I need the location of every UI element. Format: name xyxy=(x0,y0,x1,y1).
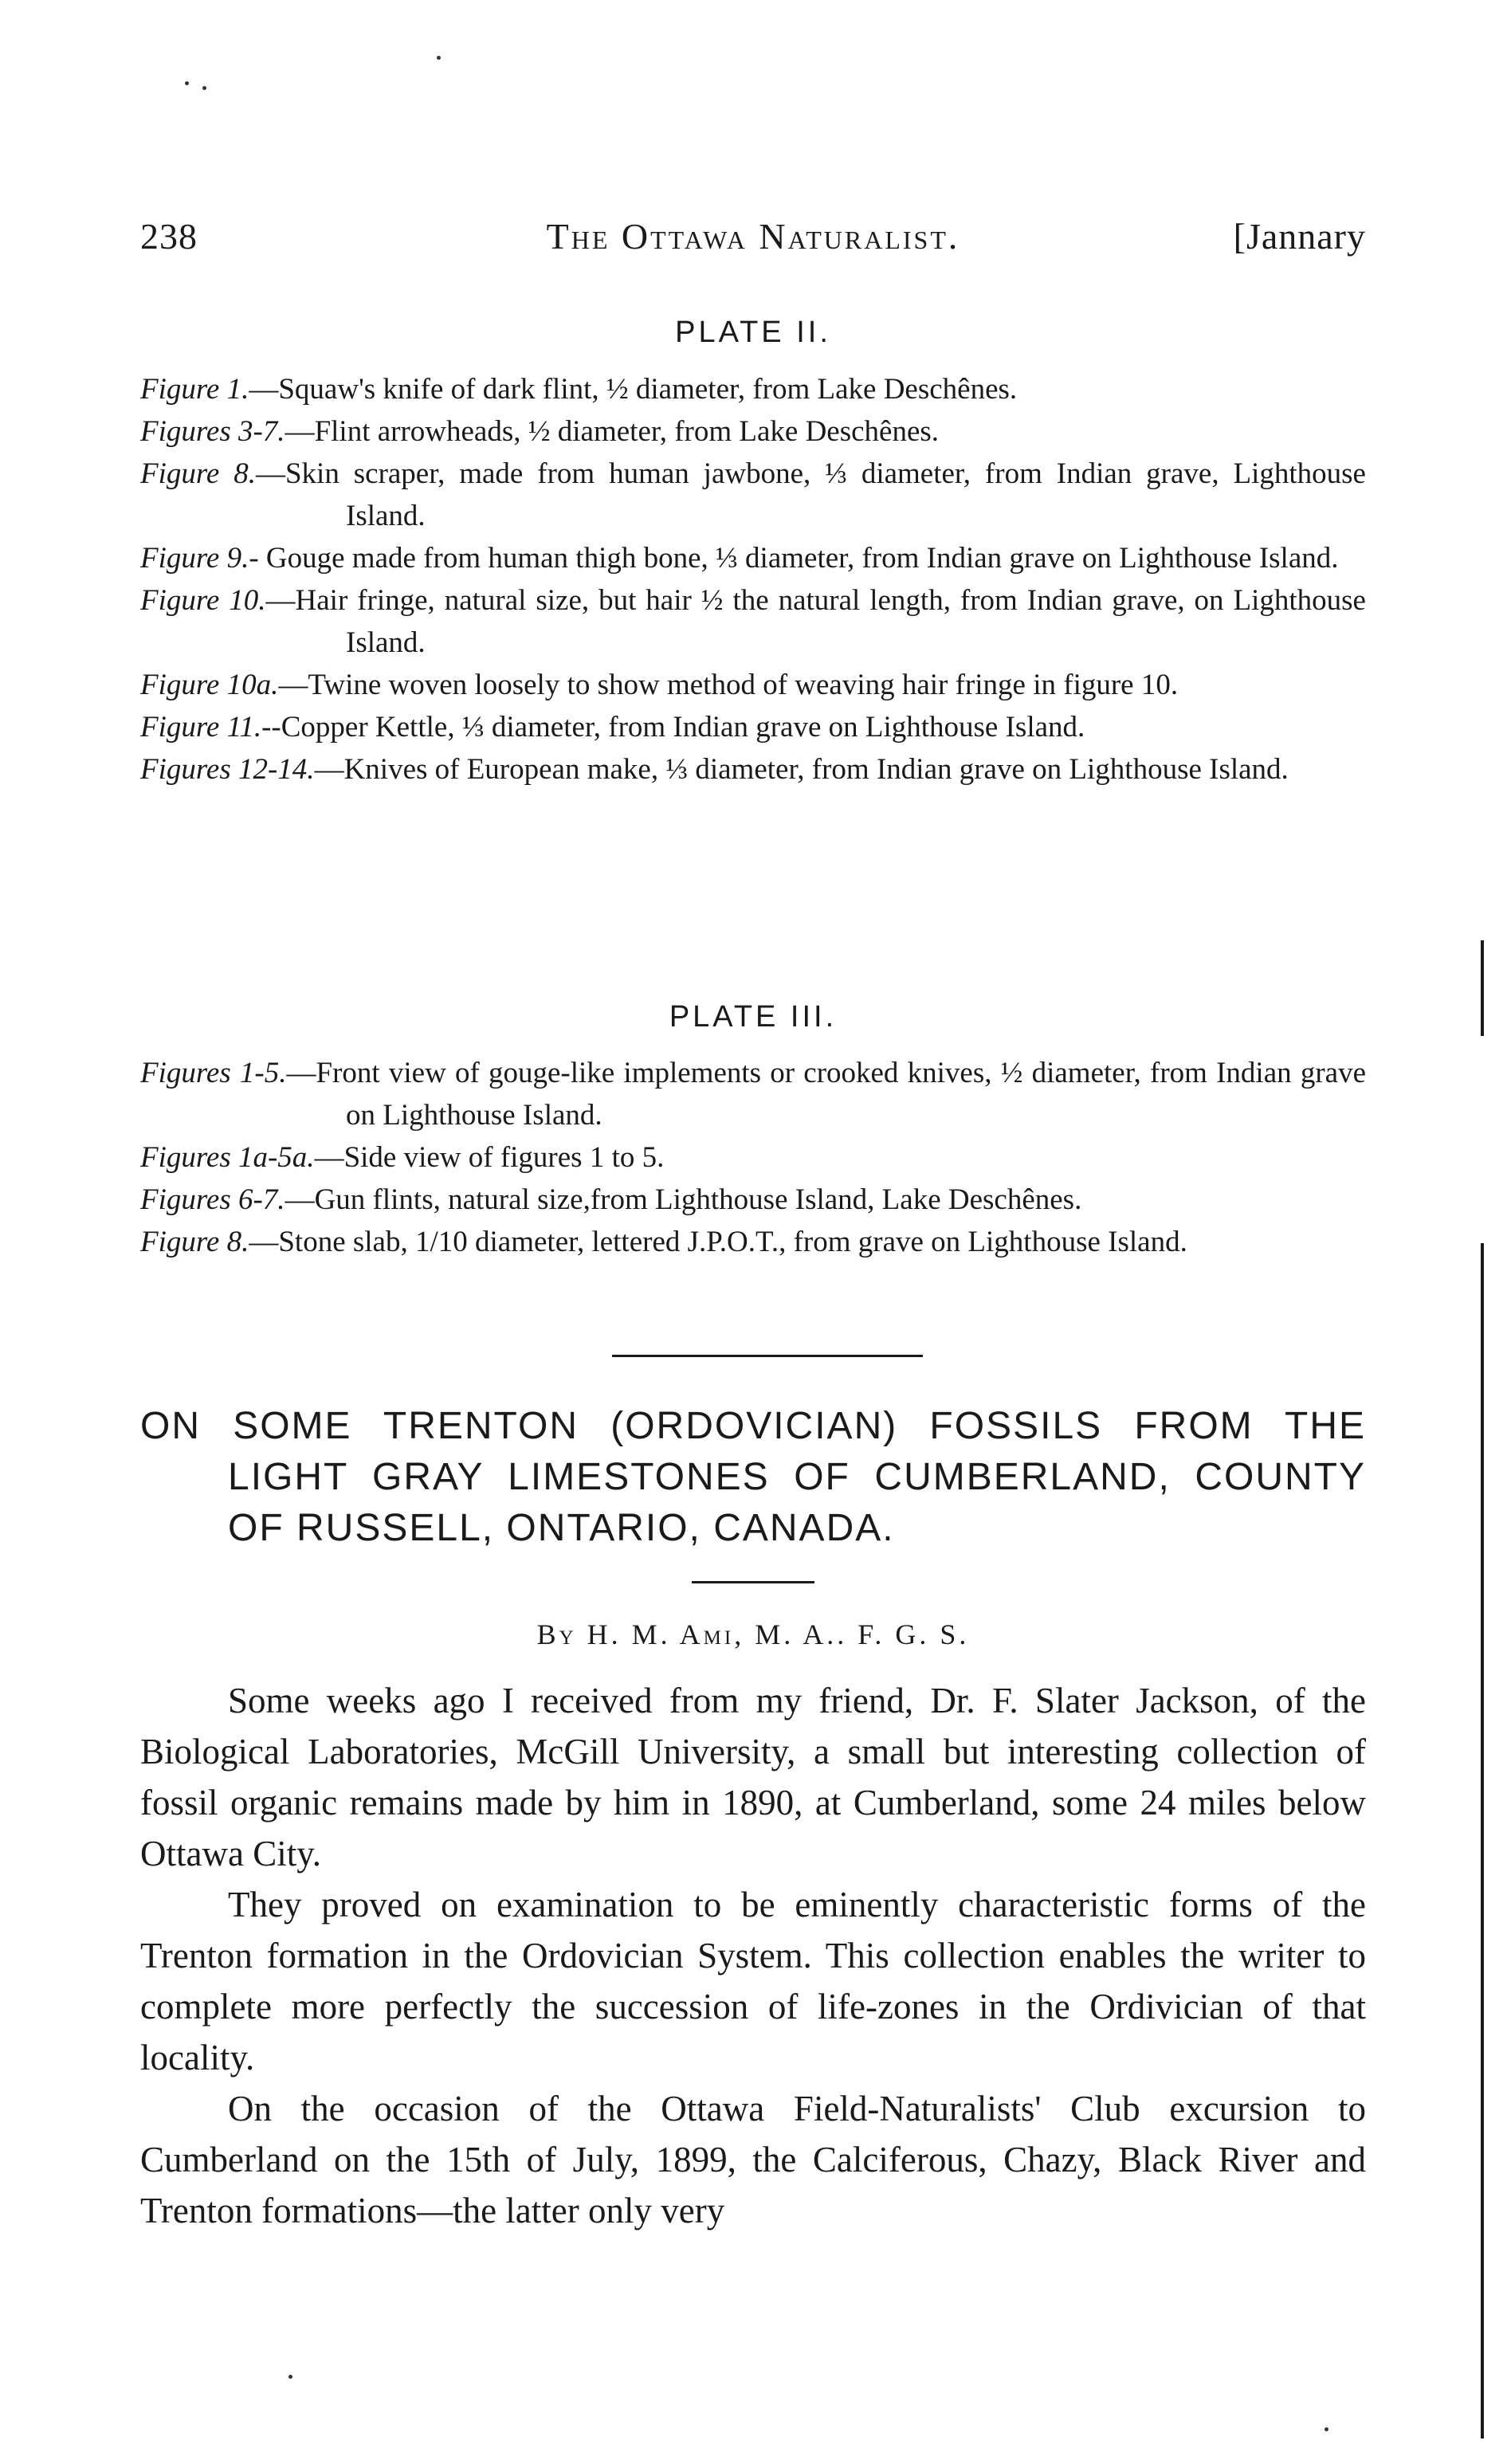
caption-item xyxy=(140,1136,1366,1179)
caption-text: —Side view of figures 1 to 5. xyxy=(314,1141,665,1174)
caption-item xyxy=(140,453,1366,537)
body-paragraph: Some weeks ago I received from my friend, Dr. F. Slater Jackson, of the Biological Laboratories, McGill University, a small but interesting collection of fossil organic remains made by him in 1890, at Cumberland, some 24 miles below Ottawa City. xyxy=(140,1681,1366,1874)
scan-speck xyxy=(1325,2427,1328,2431)
scan-speck xyxy=(202,86,206,90)
caption-label: Figure 8. xyxy=(140,457,256,490)
caption-text: --Copper Kettle, ⅓ diameter, from Indian grave on Lighthouse Island. xyxy=(261,711,1085,744)
caption-label: Figure 8. xyxy=(140,1226,249,1258)
caption-item xyxy=(140,1179,1366,1221)
caption-item xyxy=(140,410,1366,453)
caption-text: —Flint arrowheads, ½ diameter, from Lake Deschênes. xyxy=(285,415,940,448)
caption-item xyxy=(140,1221,1366,1263)
scan-speck xyxy=(288,2375,292,2379)
caption-label: Figures 3-7. xyxy=(140,415,285,448)
caption-item xyxy=(140,537,1366,579)
caption-text: —Skin scraper, made from human jawbone, ⅓ diameter, from Indian grave, Lighthouse Island. xyxy=(255,457,1366,532)
scan-speck xyxy=(437,56,441,60)
caption-label: Figure 10a. xyxy=(140,669,279,701)
caption-label: Figures 1-5. xyxy=(140,1057,287,1089)
article-title: ON SOME TRENTON (ORDOVICIAN) FOSSILS FROM THE LIGHT GRAY LIMESTONES OF CUMBERLAND, COUNTY OF RUSSELL, ONTARIO, CANADA. xyxy=(140,1405,1366,1549)
caption-label: Figures 12-14. xyxy=(140,753,315,786)
section-divider xyxy=(612,1355,923,1357)
scan-edge-mark xyxy=(1481,940,1484,1036)
issue-month: [Jannary xyxy=(1233,216,1366,257)
running-header xyxy=(140,215,1366,271)
caption-text: —Hair fringe, natural size, but hair ½ the natural length, from Indian grave, on Lighthouse Island. xyxy=(265,584,1366,659)
caption-text: —Gun flints, natural size,from Lighthouse Island, Lake Deschênes. xyxy=(285,1183,1082,1216)
body-paragraph: They proved on examination to be eminently characteristic forms of the Trenton formation in the Ordovician System. This collection enables the writer to complete more perfectly the succession of life-zones in the Ordivician of that locality. xyxy=(140,1885,1366,2078)
journal-title: The Ottawa Naturalist. xyxy=(546,216,960,257)
caption-item xyxy=(140,706,1366,748)
caption-label: Figures 6-7. xyxy=(140,1183,285,1216)
scan-speck xyxy=(185,81,189,85)
caption-label: Figure 11. xyxy=(140,711,262,744)
caption-item xyxy=(140,1052,1366,1136)
caption-text: —Squaw's knife of dark flint, ½ diameter, from Lake Deschênes. xyxy=(249,373,1018,406)
plate-3-captions xyxy=(140,1052,1366,1263)
caption-label: Figures 1a-5a. xyxy=(140,1141,315,1174)
plate-3-heading: PLATE III. xyxy=(669,1000,838,1034)
caption-label: Figure 10. xyxy=(140,584,266,617)
caption-label: Figure 1. xyxy=(140,373,249,406)
caption-item xyxy=(140,664,1366,706)
scan-edge-mark xyxy=(1481,1243,1484,2438)
caption-item xyxy=(140,579,1366,664)
caption-text: —Twine woven loosely to show method of weaving hair fringe in figure 10. xyxy=(278,669,1179,701)
article-body xyxy=(140,1675,1366,2236)
page-number: 238 xyxy=(140,216,198,257)
caption-item xyxy=(140,748,1366,791)
plate-2-captions xyxy=(140,368,1366,791)
caption-text: —Knives of European make, ⅓ diameter, from Indian grave on Lighthouse Island. xyxy=(314,753,1289,786)
author-byline: By H. M. Ami, M. A.. F. G. S. xyxy=(536,1618,970,1650)
caption-text: —Front view of gouge-like implements or crooked knives, ½ diameter, from Indian grave on Lighthouse Island. xyxy=(286,1057,1366,1132)
plate-2-heading: PLATE II. xyxy=(675,316,831,349)
caption-item xyxy=(140,368,1366,410)
caption-text: - Gouge made from human thigh bone, ⅓ diameter, from Indian grave on Lighthouse Island. xyxy=(249,542,1339,575)
caption-label: Figure 9. xyxy=(140,542,249,575)
caption-text: —Stone slab, 1/10 diameter, lettered J.P.O.T., from grave on Lighthouse Island. xyxy=(249,1226,1187,1258)
body-paragraph: On the occasion of the Ottawa Field-Naturalists' Club excursion to Cumberland on the 15th of July, 1899, the Calciferous, Chazy, Black River and Trenton formations—the latter only very xyxy=(140,2089,1366,2231)
title-underline xyxy=(692,1581,814,1583)
